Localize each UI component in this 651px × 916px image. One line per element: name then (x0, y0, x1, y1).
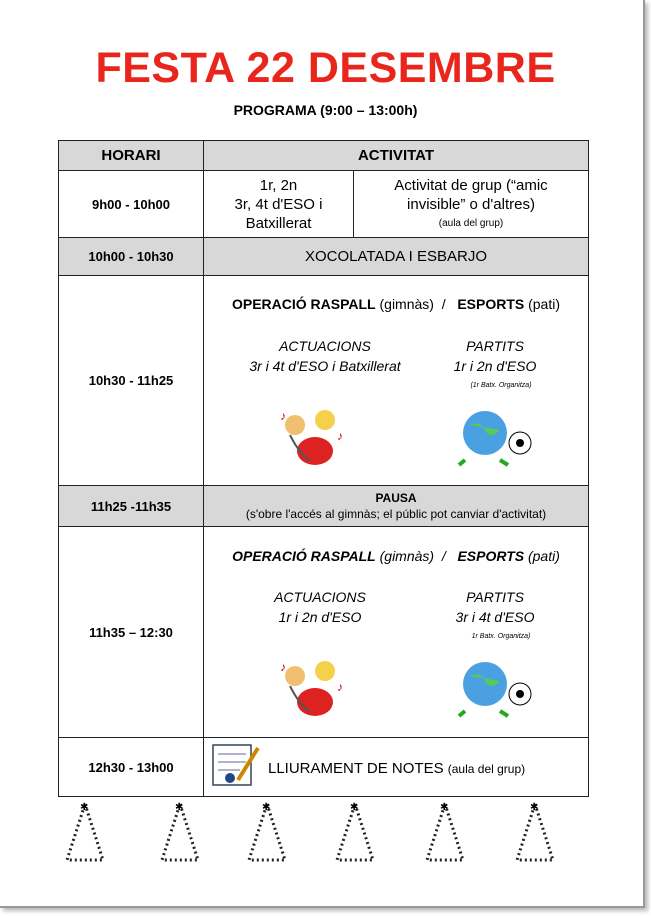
svg-text:♪: ♪ (337, 429, 343, 443)
svg-text:✱: ✱ (530, 802, 539, 813)
christmas-tree-icon (245, 800, 289, 864)
svg-text:✱: ✱ (175, 802, 184, 813)
pause-note: (s'obre l'accés al gimnàs; el públic pot canviar d'activitat) (245, 507, 547, 521)
christmas-tree-icon (158, 800, 202, 864)
svg-text:♪: ♪ (280, 409, 286, 423)
header-time: HORARI (58, 140, 204, 171)
svg-text:✱: ✱ (80, 802, 89, 813)
row-groups (203, 170, 354, 238)
globe-soccer-icon (455, 656, 540, 718)
row-time: 11h25 -11h35 (58, 485, 204, 527)
activity-text: Activitat de grup (“amic invisible” o d'altres) (394, 176, 548, 213)
performances-block: ACTUACIONS 1r i 2n d'ESO (274, 589, 366, 625)
svg-text:♪: ♪ (280, 660, 286, 674)
cello-player-icon (275, 656, 355, 718)
christmas-tree-icon (63, 800, 107, 864)
row-time: 11h35 – 12:30 (58, 526, 204, 738)
row-time: 12h30 - 13h00 (58, 737, 204, 797)
group-line: Batxillerat (245, 214, 312, 232)
page-subtitle: PROGRAMA (9:00 – 13:00h) (233, 102, 418, 118)
row-activity (203, 485, 589, 527)
matches-block: PARTITS 1r i 2n d'ESO (1r Batx. Organitza) (453, 338, 537, 389)
report-scroll-icon (208, 740, 263, 790)
christmas-tree-icon (423, 800, 467, 864)
header-activity: ACTIVITAT (203, 140, 589, 171)
activity-note: (aula del grup) (438, 217, 504, 229)
row-activity (353, 170, 589, 238)
globe-soccer-icon (455, 405, 540, 467)
row-activity: XOCOLATADA I ESBARJO (203, 237, 589, 276)
christmas-tree-icon (333, 800, 377, 864)
svg-text:✱: ✱ (262, 802, 271, 813)
page-title: FESTA 22 DESEMBRE (95, 44, 556, 92)
row-time: 9h00 - 10h00 (58, 170, 204, 238)
group-line: 3r, 4t d'ESO i (234, 195, 323, 213)
svg-text:✱: ✱ (440, 802, 449, 813)
activity-heading: OPERACIÓ RASPALL (gimnàs) / ESPORTS (pati) (232, 548, 560, 564)
svg-text:✱: ✱ (350, 802, 359, 813)
christmas-tree-icon (513, 800, 557, 864)
cello-player-icon (275, 405, 355, 467)
svg-text:♪: ♪ (337, 680, 343, 694)
row-time: 10h30 - 11h25 (58, 275, 204, 486)
group-line: 1r, 2n (259, 176, 298, 194)
performances-block: ACTUACIONS 3r i 4t d'ESO i Batxillerat (249, 338, 401, 374)
matches-block: PARTITS 3r i 4t d'ESO 1r Batx. Organitza) (455, 589, 535, 640)
report-delivery: LLIURAMENT DE NOTES (aula del grup) (268, 760, 526, 777)
activity-heading: OPERACIÓ RASPALL (gimnàs) / ESPORTS (pati) (231, 296, 561, 312)
pause-label: PAUSA (375, 491, 417, 505)
row-time: 10h00 - 10h30 (58, 237, 204, 276)
